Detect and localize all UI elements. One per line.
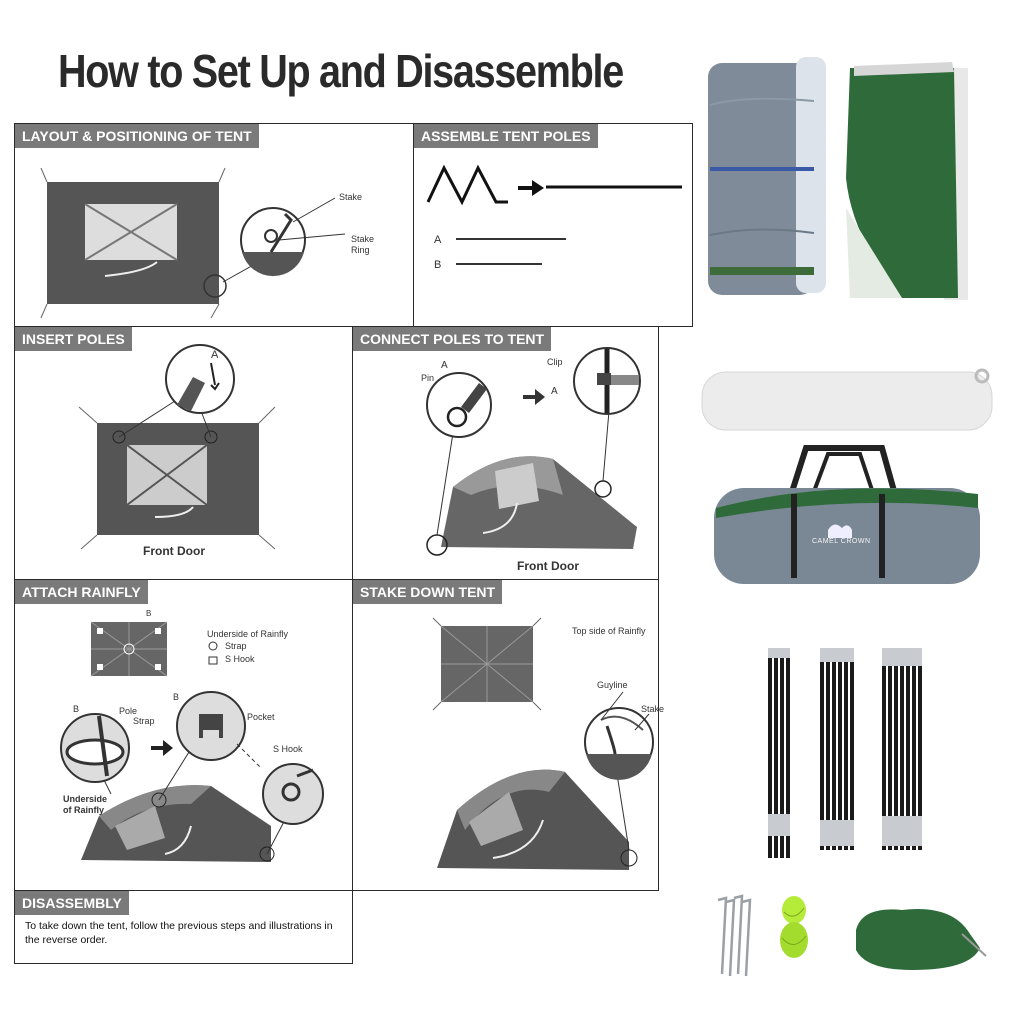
pole-a-label-right: A xyxy=(551,386,558,397)
panel-title: STAKE DOWN TENT xyxy=(353,580,502,604)
front-door-label: Front Door xyxy=(143,544,205,558)
b-top-label: B xyxy=(146,609,152,618)
panel-disassembly xyxy=(14,890,353,964)
guyline-label: Guyline xyxy=(597,680,628,690)
panel-layout xyxy=(14,123,414,327)
panel-title: DISASSEMBLY xyxy=(15,891,129,915)
pocket-label: Pocket xyxy=(247,712,275,722)
connect-poles-illustration xyxy=(353,327,660,581)
page-title: How to Set Up and Disassemble xyxy=(58,45,623,97)
disassembly-instructions: To take down the tent, follow the previous steps and illustrations in the reverse order. xyxy=(25,920,333,946)
pole-a-label: A xyxy=(434,234,442,246)
panel-stake-down xyxy=(352,579,665,891)
strap-legend-label: Strap xyxy=(225,641,247,651)
panel-insert-poles xyxy=(14,326,353,580)
pole-assembly-illustration xyxy=(414,124,694,328)
pin-label: Pin xyxy=(421,373,435,383)
top-side-label: Top side of Rainfly xyxy=(572,626,646,636)
clip-label: Clip xyxy=(547,357,563,367)
b-left-label: B xyxy=(73,704,80,714)
tent-body-photo xyxy=(706,55,828,301)
panel-title: ATTACH RAINFLY xyxy=(15,580,148,604)
s-hook-legend-label: S Hook xyxy=(225,654,255,664)
bag-brand-label: CAMEL CROWN xyxy=(812,538,871,545)
panel-connect-poles xyxy=(352,326,659,580)
pole-stuff-sack-photo xyxy=(700,362,1000,432)
attach-rainfly-illustration xyxy=(15,580,354,892)
pole-b-label: B xyxy=(434,259,442,271)
underside-rainfly-title: Underside of Rainfly xyxy=(207,629,289,639)
panel-title: LAYOUT & POSITIONING OF TENT xyxy=(15,124,259,148)
panel-title: CONNECT POLES TO TENT xyxy=(353,327,551,351)
panel-title: ASSEMBLE TENT POLES xyxy=(414,124,598,148)
stake-label: Stake xyxy=(339,192,363,202)
pole-label: Pole xyxy=(119,706,138,716)
rainfly-photo xyxy=(842,58,970,306)
strap-label: Strap xyxy=(133,716,155,726)
underside-label: Underside of Rainfly xyxy=(63,794,108,815)
stake-ring-label: Stake Ring xyxy=(351,234,375,255)
front-door-label: Front Door xyxy=(517,559,579,573)
pole-a-label-left: A xyxy=(441,360,448,371)
stake-label: Stake xyxy=(641,704,665,714)
panel-title: INSERT POLES xyxy=(15,327,132,351)
insert-poles-illustration xyxy=(15,327,354,581)
guylines-photo xyxy=(774,892,814,962)
footprint-bag-photo xyxy=(852,904,992,974)
b-mid-label: B xyxy=(173,692,180,702)
s-hook-label: S Hook xyxy=(273,744,303,754)
insert-a-label: A xyxy=(211,349,219,361)
tent-floor-layout-illustration xyxy=(15,124,415,328)
tent-poles-photo xyxy=(764,644,934,864)
stakes-photo xyxy=(712,894,754,980)
panel-attach-rainfly xyxy=(14,579,353,891)
panel-assemble-poles xyxy=(413,123,693,327)
carry-bag-photo xyxy=(710,438,984,590)
